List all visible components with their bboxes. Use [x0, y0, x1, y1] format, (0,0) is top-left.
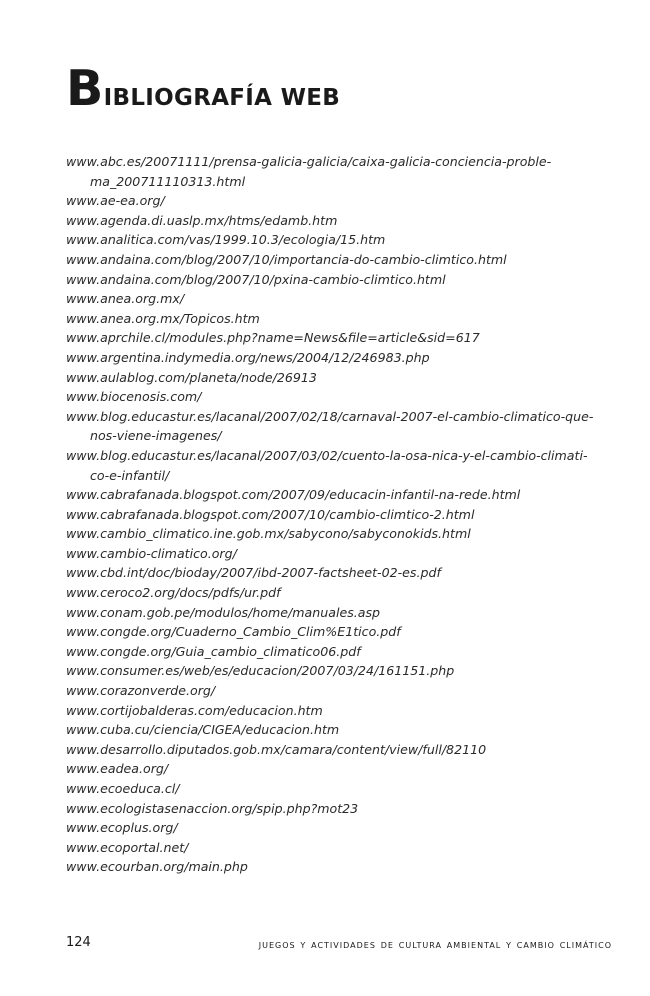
page-footer	[66, 935, 612, 953]
bibliography-entry-line: www.ecologistasenaccion.org/spip.php?mot23	[66, 800, 359, 816]
bibliography-entry	[66, 230, 612, 250]
bibliography-entry	[66, 779, 612, 799]
bibliography-entry-line: www.ecoportal.net/	[66, 839, 189, 855]
bibliography-entry-line: ma_200711110313.html	[90, 173, 246, 189]
bibliography-entry-line: www.andaina.com/blog/2007/10/importancia-do-cambio-climtico.html	[66, 251, 507, 267]
bibliography-entry	[66, 407, 612, 446]
bibliography-entry	[66, 309, 612, 329]
bibliography-entry	[66, 622, 612, 642]
bibliography-entry	[66, 505, 612, 525]
bibliography-entry-line: www.cortijobalderas.com/educacion.htm	[66, 702, 323, 718]
bibliography-entry	[66, 328, 612, 348]
bibliography-entry-line: www.cabrafanada.blogspot.com/2007/09/educacin-infantil-na-rede.html	[66, 487, 521, 503]
bibliography-entry-line: www.ecoplus.org/	[66, 820, 178, 836]
bibliography-entry	[66, 759, 612, 779]
bibliography-entry	[66, 270, 612, 290]
bibliography-entry-line: www.blog.educastur.es/lacanal/2007/03/02/cuento-la-osa-nica-y-el-cambio-climati-	[66, 447, 588, 463]
bibliography-entry-line: www.andaina.com/blog/2007/10/pxina-cambio-climtico.html	[66, 271, 446, 287]
bibliography-entry	[66, 740, 612, 760]
bibliography-entry-line: www.cambio-climatico.org/	[66, 545, 237, 561]
bibliography-entry	[66, 603, 612, 623]
bibliography-entry-line: www.corazonverde.org/	[66, 683, 216, 699]
bibliography-entry-line: nos-viene-imagenes/	[90, 428, 222, 444]
bibliography-entry	[66, 446, 612, 485]
bibliography-entry-line: www.cabrafanada.blogspot.com/2007/10/cambio-climtico-2.html	[66, 506, 475, 522]
bibliography-entry	[66, 818, 612, 838]
bibliography-entry-line: www.desarrollo.diputados.gob.mx/camara/content/view/full/82110	[66, 741, 487, 757]
bibliography-entry-line: www.cbd.int/doc/bioday/2007/ibd-2007-factsheet-02-es.pdf	[66, 565, 441, 581]
bibliography-entry-line: www.congde.org/Cuaderno_Cambio_Clim%E1tico.pdf	[66, 624, 401, 640]
bibliography-entry-line: www.congde.org/Guia_cambio_climatico06.pdf	[66, 643, 361, 659]
bibliography-entry-line: www.anea.org.mx/	[66, 291, 185, 307]
bibliography-entry-line: www.cuba.cu/ciencia/CIGEA/educacion.htm	[66, 722, 340, 738]
bibliography-entry	[66, 250, 612, 270]
web-bibliography-list	[66, 152, 612, 877]
bibliography-entry	[66, 857, 612, 877]
bibliography-entry	[66, 799, 612, 819]
bibliography-entry-line: www.consumer.es/web/es/educacion/2007/03/24/161151.php	[66, 663, 455, 679]
bibliography-entry	[66, 583, 612, 603]
bibliography-entry-line: www.ae-ea.org/	[66, 193, 165, 209]
bibliography-entry	[66, 211, 612, 231]
bibliography-entry-line: www.ecoeduca.cl/	[66, 781, 180, 796]
bibliography-entry-line: www.aulablog.com/planeta/node/26913	[66, 369, 317, 385]
bibliography-entry	[66, 681, 612, 701]
page-number: 124	[66, 935, 91, 950]
bibliography-entry-line: www.ecourban.org/main.php	[66, 859, 248, 875]
bibliography-entry-line: www.biocenosis.com/	[66, 389, 202, 405]
bibliography-entry-line: www.agenda.di.uaslp.mx/htms/edamb.htm	[66, 212, 338, 228]
bibliography-entry	[66, 152, 612, 191]
bibliography-entry-line: www.aprchile.cl/modules.php?name=News&file=article&sid=617	[66, 330, 480, 346]
page-title-rest: IBLIOGRAFÍA WEB	[103, 85, 341, 111]
bibliography-entry	[66, 642, 612, 662]
bibliography-entry	[66, 701, 612, 721]
page-title	[66, 60, 341, 117]
bibliography-entry-line: www.analitica.com/vas/1999.10.3/ecologia/15.htm	[66, 232, 386, 248]
bibliography-entry-line: www.cambio_climatico.ine.gob.mx/sabycono/sabyconokids.html	[66, 526, 471, 542]
bibliography-entry	[66, 191, 612, 211]
bibliography-entry-line: www.conam.gob.pe/modulos/home/manuales.asp	[66, 604, 381, 620]
bibliography-entry-line: www.anea.org.mx/Topicos.htm	[66, 310, 260, 326]
bibliography-entry-line: www.blog.educastur.es/lacanal/2007/02/18/carnaval-2007-el-cambio-climatico-que-	[66, 408, 594, 424]
running-title: juegos y actividades de cultura ambiental y cambio climático	[258, 937, 612, 951]
bibliography-entry-line: co-e-infantil/	[90, 467, 170, 483]
bibliography-entry-line: www.abc.es/20071111/prensa-galicia-galicia/caixa-galicia-conciencia-proble-	[66, 154, 552, 169]
bibliography-entry	[66, 387, 612, 407]
bibliography-entry	[66, 289, 612, 309]
bibliography-entry	[66, 563, 612, 583]
bibliography-entry	[66, 544, 612, 564]
bibliography-entry-line: www.ceroco2.org/docs/pdfs/ur.pdf	[66, 585, 281, 601]
bibliography-entry-line: www.argentina.indymedia.org/news/2004/12/246983.php	[66, 349, 430, 365]
bibliography-entry	[66, 368, 612, 388]
bibliography-entry	[66, 838, 612, 858]
bibliography-entry-line: www.eadea.org/	[66, 761, 169, 777]
bibliography-entry	[66, 524, 612, 544]
page-title-initial: B	[66, 60, 104, 117]
bibliography-entry	[66, 720, 612, 740]
bibliography-entry	[66, 661, 612, 681]
bibliography-entry	[66, 485, 612, 505]
bibliography-entry	[66, 348, 612, 368]
